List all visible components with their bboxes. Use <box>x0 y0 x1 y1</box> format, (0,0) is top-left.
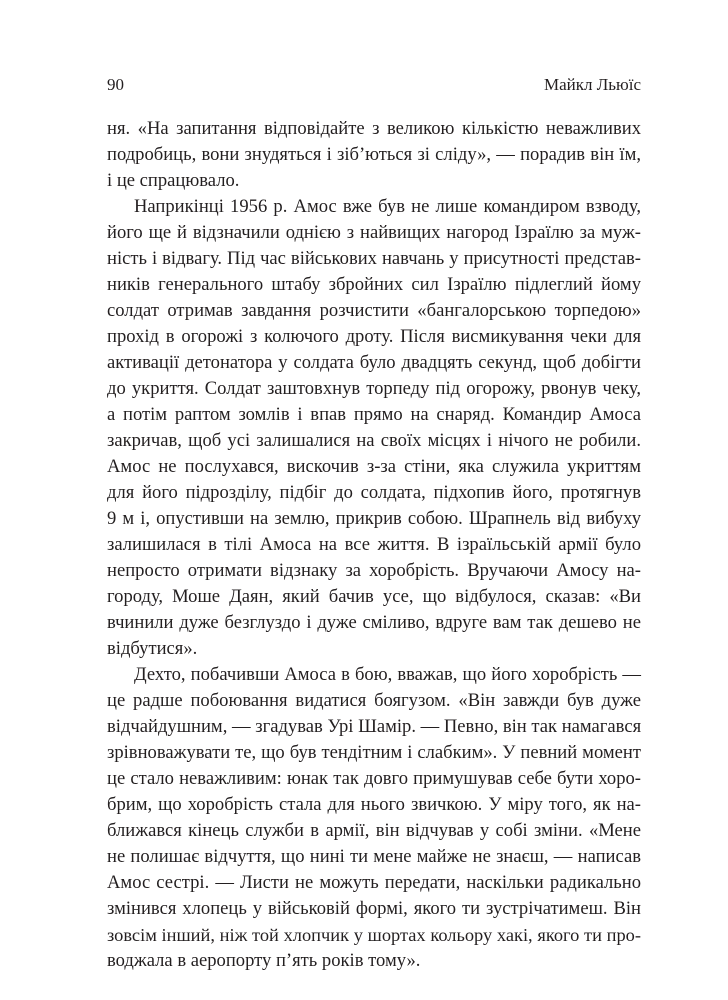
text-line: Амос сестрі. — Листи не можуть передати, наскільки радикально <box>107 872 641 893</box>
text-line: прохід в огорожі з колючого дроту. Після висмикування чеки для <box>107 326 641 347</box>
text-line: Дехто, побачивши Амоса в бою, вважав, що його хоробрість — <box>134 664 641 685</box>
text-line: Амос не послухався, вискочив з-за стіни, яка служила укриттям <box>107 456 641 477</box>
text-line: це стало неважливим: юнак так довго примушував себе бути хоро- <box>107 768 641 789</box>
text-line: відбутися». <box>107 638 198 659</box>
text-line: ників генерального штабу збройних сил Ізраїлю підлеглий йому <box>107 274 641 295</box>
text-line: залишилася в тілі Амоса на все життя. В ізраїльській армії було <box>107 534 641 555</box>
text-line: непросто отримати відзнаку за хоробрість. Вручаючи Амосу на- <box>107 560 641 581</box>
text-line: зрівноважувати те, що був тендітним і слабким». У певний момент <box>107 742 641 763</box>
text-line: змінився хлопець у військовій формі, якого ти зустрічатимеш. Він <box>107 898 641 919</box>
text-line: солдат отримав завдання розчистити «бангалорською торпедою» <box>107 300 641 321</box>
text-line: до укриття. Солдат заштовхнув торпеду під огорожу, рвонув чеку, <box>107 378 641 399</box>
running-head-author: Майкл Льюїс <box>543 75 641 94</box>
text-line: Наприкінці 1956 р. Амос вже був не лише командиром взводу, <box>134 196 641 217</box>
text-line: 9 м і, опустивши на землю, прикрив собою. Шрапнель від вибуху <box>107 508 641 529</box>
text-line: а потім раптом зомлів і впав прямо на снаряд. Командир Амоса <box>107 404 641 425</box>
text-line: його ще й відзначили однією з найвищих нагород Ізраїлю за муж- <box>107 222 641 243</box>
text-line: вчинили дуже безглуздо і дуже сміливо, вдруге вам так дешево не <box>107 612 641 633</box>
text-line: активації детонатора у солдата було двадцять секунд, щоб добігти <box>107 352 641 373</box>
text-line: для його підрозділу, підбіг до солдата, підхопив його, протягнув <box>107 482 641 503</box>
text-line: відчайдушним, — згадував Урі Шамір. — Певно, він так намагався <box>107 716 642 737</box>
text-line: не полишає відчуття, що нині ти мене майже не знаєш, — написав <box>107 846 641 867</box>
text-line: це радше побоювання видатися боягузом. «Він завжди був дуже <box>107 690 641 711</box>
text-line: подробиць, вони знудяться і зіб’ються зі сліду», — порадив він їм, <box>107 144 641 165</box>
text-line: закричав, щоб усі залишалися на своїх місцях і нічого не робили. <box>107 430 641 451</box>
text-line: зовсім інший, ніж той хлопчик у шортах кольору хакі, якого ти про- <box>107 925 641 945</box>
text-line: городу, Моше Даян, який бачив усе, що відбулося, сказав: «Ви <box>107 586 641 607</box>
text-line: брим, що хоробрість стала для нього звичкою. У міру того, як на- <box>107 794 641 815</box>
page-number: 90 <box>107 75 124 94</box>
text-line: ність і відвагу. Під час військових навчань у присутності представ- <box>107 248 641 269</box>
text-line: ня. «На запитання відповідайте з великою кількістю неважливих <box>107 118 641 139</box>
text-line: ближався кінець служби в армії, він відчував у собі зміни. «Мене <box>107 820 641 841</box>
text-line: і це спрацювало. <box>107 170 240 191</box>
text-line: воджала в аеропорту п’ять років тому». <box>107 950 421 971</box>
